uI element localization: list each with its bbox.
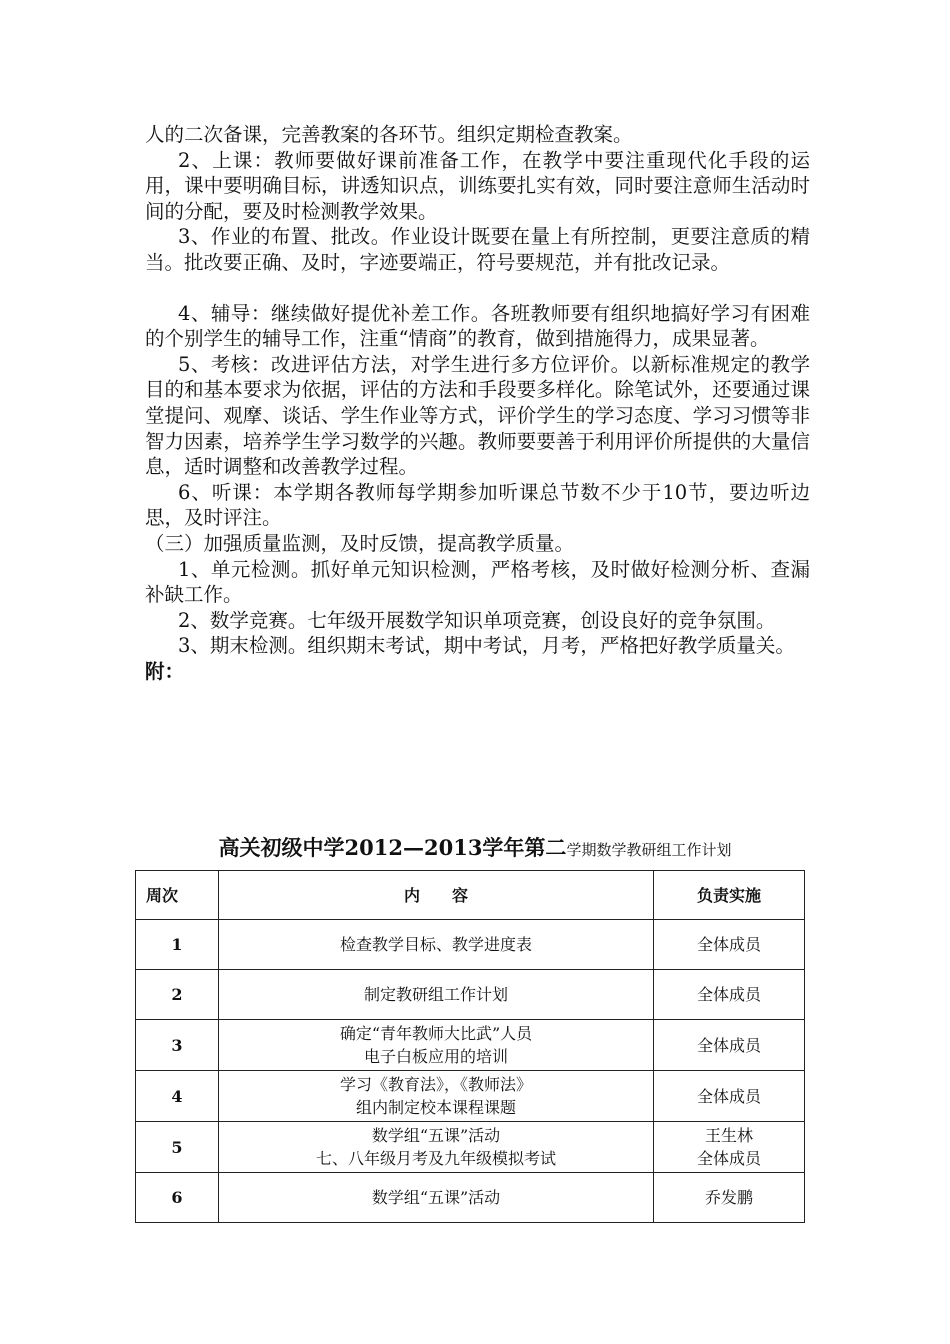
header-owner: 负责实施 xyxy=(654,871,805,920)
paragraph-4: 4、辅导：继续做好提优补差工作。各班教师要有组织地搞好学习有困难的个别学生的辅导工作，注重“情商”的教育，做到措施得力，成果显著。 xyxy=(145,301,810,351)
header-content: 内 容 xyxy=(219,871,654,920)
owner-line: 全体成员 xyxy=(696,1086,761,1106)
week-cell: 2 xyxy=(136,970,219,1020)
owner-cell xyxy=(654,1173,805,1223)
week-cell: 4 xyxy=(136,1071,219,1122)
owner-cell xyxy=(654,1020,805,1071)
owner-cell xyxy=(654,1122,805,1173)
paragraph-7: 1、单元检测。抓好单元知识检测，严格考核，及时做好检测分析、查漏补缺工作。 xyxy=(145,557,810,607)
week-cell: 3 xyxy=(136,1020,219,1071)
paragraph-1: 人的二次备课，完善教案的各环节。组织定期检查教案。 xyxy=(145,123,633,146)
table-title-normal: 学期数学教研组工作计划 xyxy=(566,841,732,859)
table-row xyxy=(136,920,805,970)
content-line: 电子白板应用的培训 xyxy=(363,1047,508,1066)
table-row xyxy=(136,970,805,1020)
paragraph-5: 5、考核：改进评估方法，对学生进行多方位评价。以新标准规定的教学目的和基本要求为依据，评估的方法和手段要多样化。除笔试外，还要通过课堂提问、观摩、谈话、学生作业等方式，评价学生的学习态度、学习习惯等非智力因素，培养学生学习数学的兴趣。教师要要善于利用评价所提供的大量信息，适时调整和改善教学过程。 xyxy=(145,352,810,479)
table-row xyxy=(136,1173,805,1223)
table-title-bold: 高关初级中学2012—2013学年第二 xyxy=(218,835,567,860)
content-cell xyxy=(219,1122,654,1173)
owner-line: 全体成员 xyxy=(696,935,761,954)
content-cell xyxy=(219,1020,654,1071)
content-line: 组内制定校本课程课题 xyxy=(355,1098,516,1117)
week-cell: 1 xyxy=(136,920,219,970)
paragraph-8: 2、数学竞赛。七年级开展数学知识单项竞赛，创设良好的竞争氛围。 xyxy=(178,608,776,632)
content-cell xyxy=(219,920,654,970)
section-heading: （三）加强质量监测，及时反馈，提高教学质量。 xyxy=(145,531,575,555)
content-cell xyxy=(219,970,654,1020)
attachment-label: 附： xyxy=(145,659,185,683)
week-cell: 5 xyxy=(136,1122,219,1173)
table-header-row xyxy=(136,871,805,920)
owner-line: 全体成员 xyxy=(696,1149,761,1168)
content-cell xyxy=(219,1071,654,1122)
paragraph-9: 3、期末检测。组织期末考试，期中考试，月考，严格把好教学质量关。 xyxy=(178,634,795,658)
work-plan-table xyxy=(135,870,805,1223)
table-row xyxy=(136,1071,805,1122)
paragraph-6: 6、听课：本学期各教师每学期参加听课总节数不少于10节，要边听边思，及时评注。 xyxy=(145,480,810,530)
owner-line: 王生林 xyxy=(704,1126,753,1145)
content-line: 学习《教育法》，《教师法》 xyxy=(339,1075,532,1094)
content-line: 确定“青年教师大比武”人员 xyxy=(339,1024,533,1043)
paragraph-3: 3、作业的布置、批改。作业设计既要在量上有所控制，更要注意质的精当。批改要正确、及时，字迹要端正，符号要规范，并有批改记录。 xyxy=(145,225,810,274)
content-cell xyxy=(219,1173,654,1223)
body-text xyxy=(145,122,810,684)
owner-line: 全体成员 xyxy=(696,985,761,1004)
owner-cell xyxy=(654,920,805,970)
table-row xyxy=(136,1020,805,1071)
content-line: 制定教研组工作计划 xyxy=(363,985,508,1004)
table-title xyxy=(0,832,950,862)
paragraph-2: 2、上课：教师要做好课前准备工作，在教学中要注重现代化手段的运用，课中要明确目标，讲透知识点，训练要扎实有效，同时要注意师生活动时间的分配，要及时检测教学效果。 xyxy=(145,148,810,223)
owner-line: 全体成员 xyxy=(696,1035,761,1055)
content-line: 检查教学目标、教学进度表 xyxy=(339,935,532,954)
owner-cell xyxy=(654,970,805,1020)
header-week: 周次 xyxy=(136,871,219,920)
owner-line: 乔发鹏 xyxy=(704,1188,753,1207)
content-line: 数学组“五课”活动 xyxy=(371,1188,501,1207)
week-cell: 6 xyxy=(136,1173,219,1223)
owner-cell xyxy=(654,1071,805,1122)
content-line: 数学组“五课”活动 xyxy=(371,1126,501,1145)
content-line: 七、八年级月考及九年级模拟考试 xyxy=(315,1149,556,1168)
table-row xyxy=(136,1122,805,1173)
